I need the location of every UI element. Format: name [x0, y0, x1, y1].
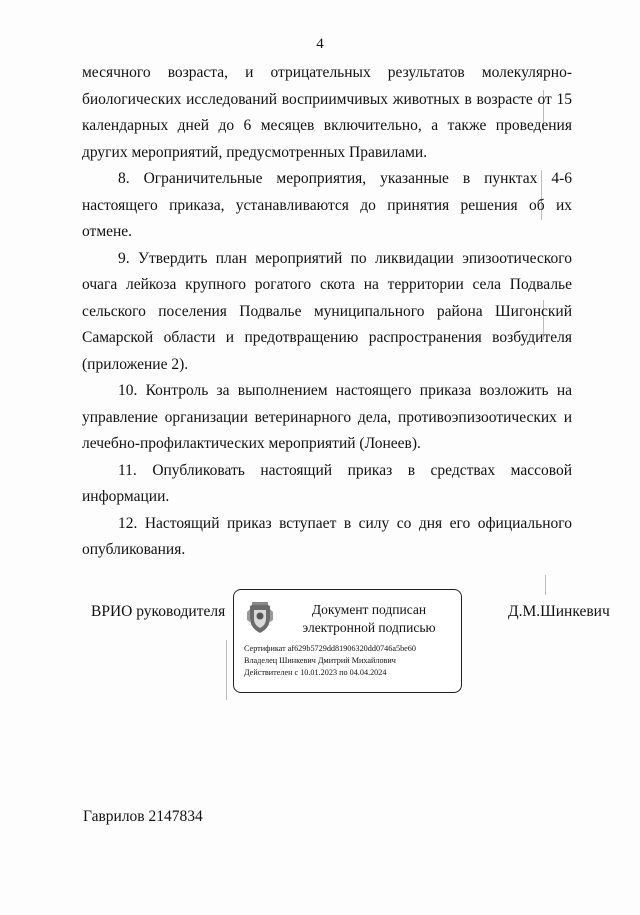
stamp-title-line: Документ подписан	[311, 602, 427, 617]
stamp-validity: Действителен с 10.01.2023 по 04.04.2024	[244, 668, 387, 677]
signatory-role: ВРИО руководителя	[91, 603, 226, 620]
paragraph-item-12: 12. Настоящий приказ вступает в силу со дня его официального опубликования.	[82, 514, 572, 558]
paragraph-item-10: 10. Контроль за выполнением настоящего приказа возложить на управление организации ветеринарного дела, противоэпизоотических и лечебно-профилактических мероприятий (Лонеев).	[82, 382, 572, 452]
coat-of-arms-icon	[246, 600, 274, 634]
scan-margin-mark	[545, 575, 546, 595]
paragraph-item-11: 11. Опубликовать настоящий приказ в средствах массовой информации.	[82, 461, 572, 505]
paragraph-item-9: 9. Утвердить план мероприятий по ликвидации эпизоотического очага лейкоза крупного рогатого скота на территории села Подвалье сельского поселения Подвалье муниципального района Шигонский Самарской области и предотвращению распространения возбудителя (приложение 2).	[82, 249, 572, 373]
document-body	[82, 60, 572, 564]
scan-margin-mark	[226, 640, 227, 700]
signatory-name: Д.М.Шинкевич	[508, 603, 610, 620]
paragraph-continuation: месячного возраста, и отрицательных результатов молекулярно-биологических исследований восприимчивых животных в возрасте от 15 календарных дней до 6 месяцев включительно, а также проведения других мероприятий, предусмотренных Правилами.	[82, 64, 572, 161]
stamp-certificate: Сертификат af629b5729dd81906320dd0746a5be60	[244, 644, 416, 653]
page-number: 4	[316, 36, 324, 52]
executor-contact: Гаврилов 2147834	[83, 808, 203, 825]
electronic-signature-stamp	[233, 589, 462, 693]
stamp-details	[244, 643, 416, 679]
stamp-title-line: электронной подписью	[302, 620, 436, 635]
paragraph-item-8: 8. Ограничительные мероприятия, указанные в пунктах 4-6 настоящего приказа, устанавливаются до принятия решения об их отмене.	[82, 170, 572, 240]
stamp-owner: Владелец Шинкевич Дмитрий Михайлович	[244, 656, 396, 665]
stamp-title	[286, 601, 452, 637]
